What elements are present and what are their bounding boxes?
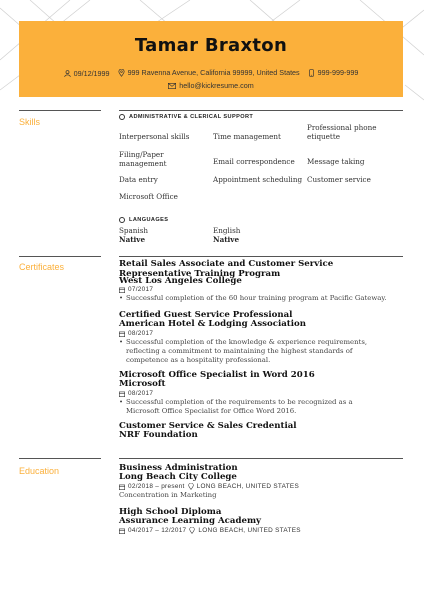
phone-icon (308, 69, 315, 77)
certificates-rule-right (119, 256, 403, 257)
education-rule-left (19, 458, 101, 459)
location-pin-icon (189, 527, 195, 534)
certificate-title: Microsoft Office Specialist in Word 2016 (119, 370, 315, 380)
certificate-description: • Successful completion of the knowledge & experience requirements, reflecting a commitment to maintaining the highest standards of competence as a hospitality professional. (119, 338, 387, 364)
address: 999 Ravenna Avenue, California 99999, United States (118, 68, 300, 77)
education-date: 04/2017 – 12/2017 LONG BEACH, UNITED STATES (119, 527, 301, 534)
skill-item: Data entry (119, 175, 158, 184)
skill-item: Customer service (307, 175, 371, 184)
phone: 999-999-999 (308, 68, 359, 77)
education-school: Assurance Learning Academy (119, 516, 262, 526)
skill-item: Microsoft Office (119, 192, 178, 201)
location-pin-icon (118, 69, 125, 77)
calendar-icon (119, 331, 125, 337)
certificate-title: Customer Service & Sales Credential (119, 421, 297, 431)
section-title-skills: Skills (19, 117, 41, 127)
certificate-org: American Hotel & Lodging Association (119, 319, 307, 329)
education-note: Concentration in Marketing (119, 491, 217, 499)
contact-line (19, 68, 403, 79)
certificate-org: NRF Foundation (119, 430, 198, 440)
skill-item: Time management (213, 132, 281, 141)
certificate-title: Retail Sales Associate and Customer Service Representative Training Program (119, 259, 334, 279)
certificate-date: 08/2017 (119, 330, 153, 337)
language-item: English Native (213, 226, 241, 244)
calendar-icon (119, 528, 125, 534)
certificate-description: • Successful completion of the 60 hour training program at Pacific Gateway. (119, 294, 387, 303)
certificate-date: 08/2017 (119, 390, 153, 397)
language-item: Spanish Native (119, 226, 149, 244)
person-icon (64, 70, 71, 77)
email[interactable]: hello@kickresume.com (168, 81, 253, 90)
skills-rule-left (19, 110, 101, 111)
header-banner (19, 21, 403, 97)
certificate-org: West Los Angeles College (119, 276, 242, 286)
certificates-rule-left (19, 256, 101, 257)
education-degree: High School Diploma (119, 507, 222, 517)
skill-item: Email correspondence (213, 157, 295, 166)
skills-rule-right (119, 110, 403, 111)
candidate-name: Tamar Braxton (134, 35, 288, 56)
calendar-icon (119, 484, 125, 490)
certificate-date: 07/2017 (119, 286, 153, 293)
education-rule-right (119, 458, 403, 459)
certificate-org: Microsoft (119, 379, 166, 389)
email-line (19, 81, 403, 91)
skill-item: Professional phone etiquette (307, 123, 377, 141)
section-title-certificates: Certificates (19, 262, 65, 272)
category-circle-icon (119, 217, 125, 223)
envelope-icon (168, 83, 176, 89)
calendar-icon (119, 391, 125, 397)
certificate-title: Certified Guest Service Professional (119, 310, 293, 320)
skill-category-languages: LANGUAGES (119, 217, 168, 223)
category-circle-icon (119, 114, 125, 120)
location-pin-icon (188, 483, 194, 490)
birthdate: 09/12/1999 (64, 69, 110, 78)
education-degree: Business Administration (119, 463, 238, 473)
skill-item: Interpersonal skills (119, 132, 190, 141)
skill-item: Message taking (307, 157, 365, 166)
education-school: Long Beach City College (119, 472, 237, 482)
section-title-education: Education (19, 466, 60, 476)
certificate-description: • Successful completion of the requirements to be recognized as a Microsoft Office Specialist for Office Word 2016. (119, 398, 387, 416)
education-date: 02/2018 – present LONG BEACH, UNITED STATES (119, 483, 299, 490)
skill-item: Appointment scheduling (213, 175, 303, 184)
skill-category-admin: ADMINISTRATIVE & CLERICAL SUPPORT (119, 114, 253, 120)
skill-item: Filing/Paper management (119, 150, 167, 168)
calendar-icon (119, 287, 125, 293)
